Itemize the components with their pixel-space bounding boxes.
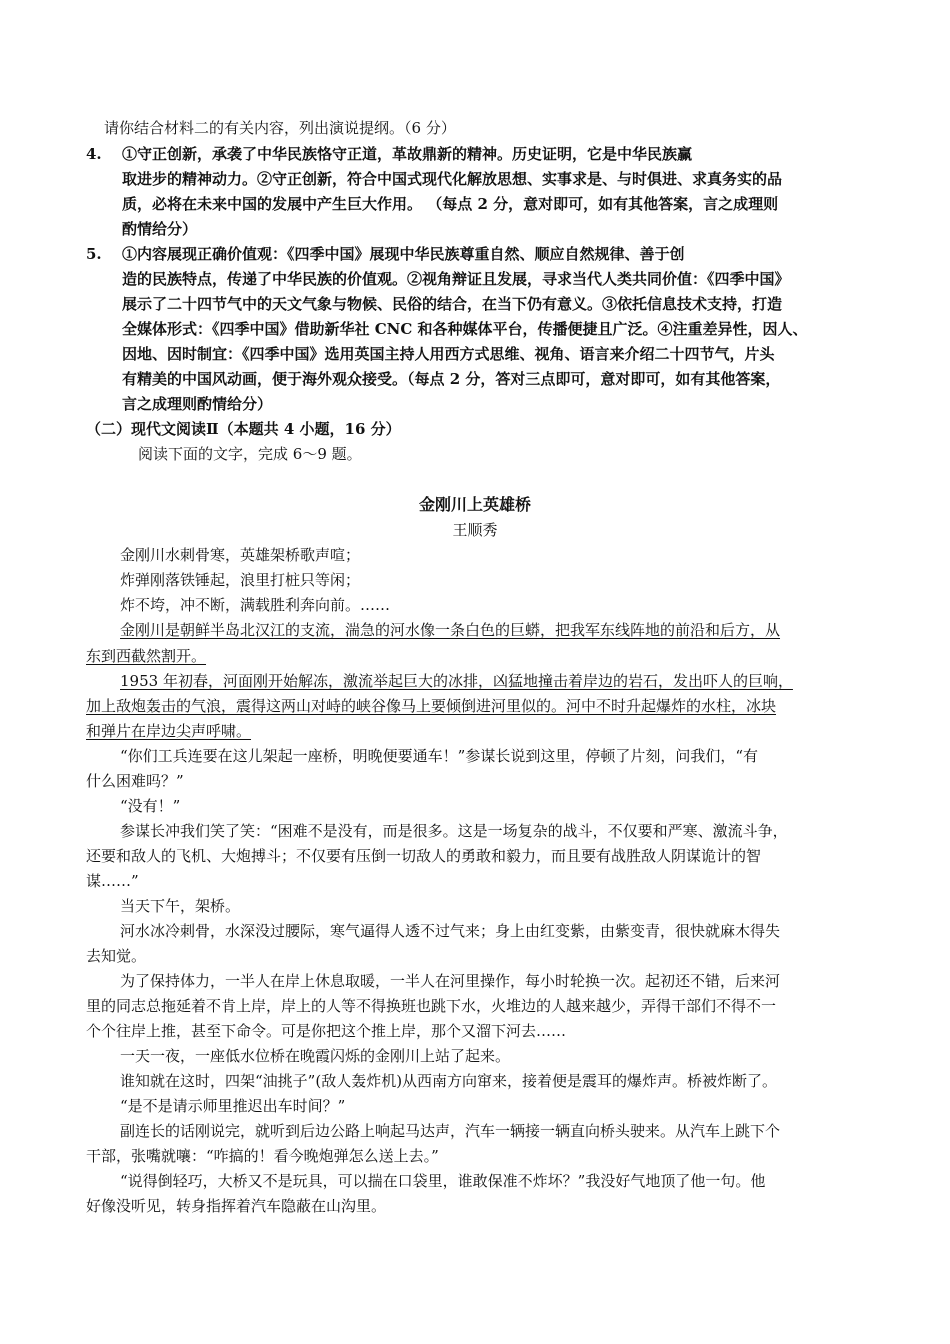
answer-4-number: 4. <box>86 145 102 163</box>
poem-line: 金刚川水刺骨寒，英雄架桥歌声喧； <box>120 546 361 564</box>
body-line: 参谋长冲我们笑了笑：“困难不是没有，而是很多。这是一场复杂的战斗，不仅要和严寒、激流斗争， <box>120 822 788 840</box>
body-line: 干部，张嘴就嚷：“咋搞的！看今晚炮弹怎么送上去。” <box>86 1147 439 1165</box>
body-line: “你们工兵连要在这儿架起一座桥，明晚便要通车！”参谋长说到这里，停顿了片刻，问我们，“有 <box>120 747 759 765</box>
body-line: 河水冰冷刺骨，水深没过腰际，寒气逼得人透不过气来；身上由红变紫，由紫变青，很快就麻木得失 <box>120 922 781 940</box>
body-line: 谁知就在这时，四架“油挑子”(敌人轰炸机)从西南方向窜来，接着便是震耳的爆炸声。桥被炸断了。 <box>120 1072 778 1090</box>
answer-5-line: 言之成理则酌情给分） <box>122 395 273 413</box>
body-line: 1953 年初春，河面刚开始解冻，激流举起巨大的冰排，凶猛地撞击着岸边的岩石，发出吓人的巨响， <box>120 672 793 690</box>
body-line: 当天下午，架桥。 <box>120 897 241 915</box>
answer-4-line: ①守正创新，承袭了中华民族恪守正道，革故鼎新的精神。历史证明，它是中华民族赢 <box>122 145 693 163</box>
body-line: 为了保持体力，一半人在岸上休息取暖，一半人在河里操作，每小时轮换一次。起初还不错，后来河 <box>120 972 781 990</box>
body-line: 什么困难吗？” <box>86 772 184 790</box>
body-line: 加上敌炮轰击的气浪，震得这两山对峙的峡谷像马上要倾倒进河里似的。河中不时升起爆炸的水柱，冰块 <box>86 697 777 715</box>
question-prompt: 请你结合材料二的有关内容，列出演说提纲。（6 分） <box>104 119 456 137</box>
section-instruction: 阅读下面的文字，完成 6～9 题。 <box>138 445 362 463</box>
answer-5-line: 有精美的中国风动画，便于海外观众接受。（每点 2 分，答对三点即可，意对即可，如有其他答案， <box>122 370 781 388</box>
body-line: 里的同志总拖延着不肯上岸，岸上的人等不得换班也跳下水，火堆边的人越来越少，弄得干部们不得不一 <box>86 997 777 1015</box>
answer-4-line: 取进步的精神动力。②守正创新，符合中国式现代化解放思想、实事求是、与时俱进、求真务实的品 <box>122 170 783 188</box>
body-line: 个个往岸上推，甚至下命令。可是你把这个推上岸，那个又溜下河去…… <box>86 1022 567 1040</box>
article-author: 王顺秀 <box>452 521 498 539</box>
answer-4-line: 酌情给分） <box>122 220 198 238</box>
body-line: 谋……” <box>86 872 139 890</box>
body-line: 东到西截然割开。 <box>86 647 207 665</box>
body-line: “是不是请示师里推迟出车时间？” <box>120 1097 346 1115</box>
body-line: 好像没听见，转身指挥着汽车隐蔽在山沟里。 <box>86 1197 387 1215</box>
body-line: 金刚川是朝鲜半岛北汉江的支流，湍急的河水像一条白色的巨蟒，把我军东线阵地的前沿和后方，从 <box>120 621 781 639</box>
body-line: “没有！” <box>120 797 181 815</box>
answer-4-line: 质，必将在未来中国的发展中产生巨大作用。 （每点 2 分，意对即可，如有其他答案，言之成理则 <box>122 195 779 213</box>
answer-5-line: ①内容展现正确价值观：《四季中国》展现中华民族尊重自然、顺应自然规律、善于创 <box>122 245 685 263</box>
section-heading: （二）现代文阅读Ⅱ（本题共 4 小题，16 分） <box>86 420 401 438</box>
poem-line: 炸弹刚落铁锤起，浪里打桩只等闲； <box>120 571 361 589</box>
body-line: 去知觉。 <box>86 947 147 965</box>
body-line: 一天一夜，一座低水位桥在晚霞闪烁的金刚川上站了起来。 <box>120 1047 511 1065</box>
answer-5-number: 5. <box>86 245 102 263</box>
body-line: 还要和敌人的飞机、大炮搏斗；不仅要有压倒一切敌人的勇敢和毅力，而且要有战胜敌人阴谋诡计的智 <box>86 847 762 865</box>
body-line: 和弹片在岸边尖声呼啸。 <box>86 722 252 740</box>
answer-5-line: 因地、因时制宜：《四季中国》选用英国主持人用西方式思维、视角、语言来介绍二十四节气，片头 <box>122 345 775 363</box>
answer-5-line: 造的民族特点，传递了中华民族的价值观。②视角辩证且发展，寻求当代人类共同价值：《四季中国》 <box>122 270 790 288</box>
answer-5-line: 展示了二十四节气中的天文气象与物候、民俗的结合，在当下仍有意义。③依托信息技术支持，打造 <box>122 295 783 313</box>
body-line: “说得倒轻巧，大桥又不是玩具，可以揣在口袋里，谁敢保准不炸坏？”我没好气地顶了他一句。他 <box>120 1172 766 1190</box>
answer-5-line: 全媒体形式：《四季中国》借助新华社 CNC 和各种媒体平台，传播便捷且广泛。④注重差异性，因人、 <box>122 320 808 338</box>
poem-line: 炸不垮，冲不断，满载胜利奔向前。…… <box>120 596 391 614</box>
article-title: 金刚川上英雄桥 <box>418 495 531 514</box>
body-line: 副连长的话刚说完，就听到后边公路上响起马达声，汽车一辆接一辆直向桥头驶来。从汽车上跳下个 <box>120 1122 781 1140</box>
